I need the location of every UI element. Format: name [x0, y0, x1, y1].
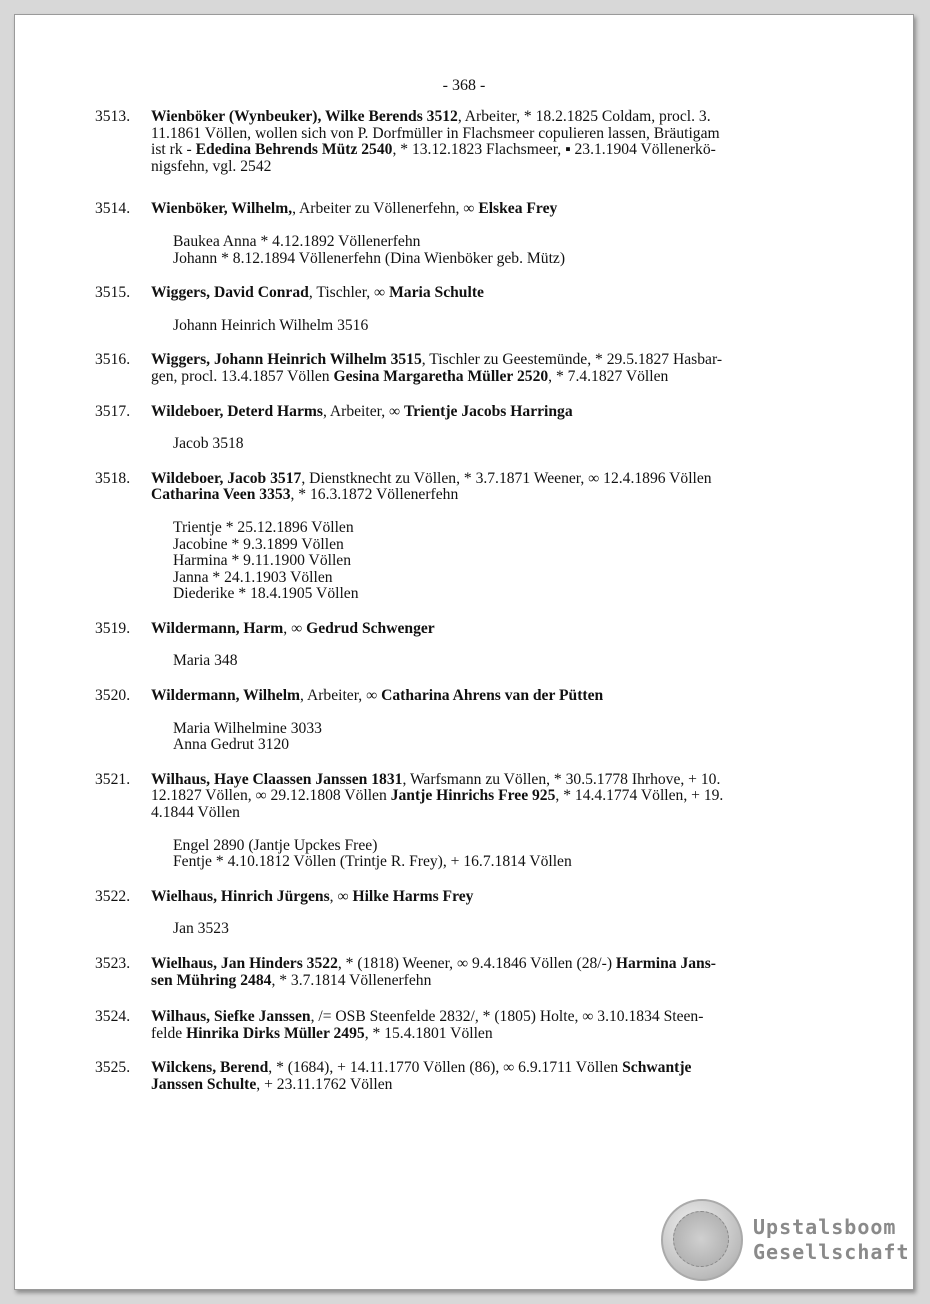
entry-text: Wienböker (Wynbeuker), Wilke Berends 3512, Arbeiter, * 18.2.1825 Coldam, procl. 3. 11.1861 Völlen, wollen sich von P. Dorfmüller in Flachsmeer copulieren lassen, Bräutigam ist rk - Ededina Behrends Mütz 2540, * 13.12.1823 Flachsmeer, ▪ 23.1.1904 Völlenerkö- nigsfehn, vgl. 2542 [151, 108, 720, 175]
child-entry: Fentje * 4.10.1812 Völlen (Trintje R. Frey), + 16.7.1814 Völlen [173, 853, 572, 871]
entry-text: Wildermann, Harm, ∞ Gedrud Schwenger [151, 619, 435, 637]
child-entry: Johann Heinrich Wilhelm 3516 [173, 316, 369, 334]
entry-text: Wiggers, Johann Heinrich Wilhelm 3515, Tischler zu Geestemünde, * 29.5.1827 Hasbar- gen, procl. 13.4.1857 Völlen Gesina Margaretha Müller 2520, * 7.4.1827 Völlen [151, 351, 723, 385]
entry-number: 3516. [95, 351, 131, 369]
child-entry: Janna * 24.1.1903 Völlen [173, 568, 333, 586]
child-entry: Anna Gedrut 3120 [173, 736, 290, 754]
entry-number: 3525. [95, 1059, 131, 1077]
entry-3513 [95, 109, 865, 175]
society-name-line2: Gesellschaft [753, 1240, 910, 1264]
child-entry: Harmina * 9.11.1900 Völlen [173, 552, 352, 570]
entry-number: 3518. [95, 469, 131, 487]
children-list [173, 318, 865, 335]
child-entry: Baukea Anna * 4.12.1892 Völlenerfehn [173, 232, 421, 250]
children-list [173, 234, 865, 267]
children-list [173, 838, 865, 871]
child-entry: Diederike * 18.4.1905 Völlen [173, 585, 359, 603]
entry-3525 [95, 1060, 865, 1093]
entry-text: Wielhaus, Jan Hinders 3522, * (1818) Weener, ∞ 9.4.1846 Völlen (28/-) Harmina Jans- sen Mühring 2484, * 3.7.1814 Völlenerfehn [151, 955, 716, 989]
child-entry: Maria Wilhelmine 3033 [173, 719, 322, 737]
page-number: - 368 - [442, 77, 486, 94]
entry-3519 [95, 621, 865, 670]
entry-3517 [95, 404, 865, 453]
entry-text: Wilhaus, Haye Claassen Janssen 1831, Warfsmann zu Völlen, * 30.5.1778 Ihrhove, + 10. 12.1827 Völlen, ∞ 29.12.1808 Völlen Jantje Hinrichs Free 925, * 14.4.1774 Völlen, + 19. 4.1844 Völlen [151, 770, 724, 822]
entry-text: Wildermann, Wilhelm, Arbeiter, ∞ Catharina Ahrens van der Pütten [151, 687, 604, 705]
entry-text: Wienböker, Wilhelm,, Arbeiter zu Völlenerfehn, ∞ Elskea Frey [151, 200, 558, 218]
entry-text: Wilckens, Berend, * (1684), + 14.11.1770 Völlen (86), ∞ 6.9.1711 Völlen Schwantje Janssen Schulte, + 23.11.1762 Völlen [151, 1059, 692, 1093]
entry-number: 3515. [95, 284, 131, 302]
children-list [173, 921, 865, 938]
entry-3515 [95, 285, 865, 334]
child-entry: Jan 3523 [173, 920, 229, 938]
entry-number: 3523. [95, 955, 131, 972]
entry-3520 [95, 688, 865, 754]
entry-text: Wielhaus, Hinrich Jürgens, ∞ Hilke Harms Frey [151, 887, 474, 905]
document-page [14, 14, 914, 1290]
child-entry: Johann * 8.12.1894 Völlenerfehn (Dina Wienböker geb. Mütz) [173, 249, 566, 267]
child-entry: Jacob 3518 [173, 435, 244, 453]
entry-3524 [95, 1009, 865, 1042]
entry-text: Wilhaus, Siefke Janssen, /= OSB Steenfelde 2832/, * (1805) Holte, ∞ 3.10.1834 Steen- felde Hinrika Dirks Müller 2495, * 15.4.1801 Völlen [151, 1008, 704, 1042]
entry-number: 3514. [95, 200, 131, 218]
children-list [173, 653, 865, 670]
child-entry: Jacobine * 9.3.1899 Völlen [173, 535, 344, 553]
child-entry: Trientje * 25.12.1896 Völlen [173, 518, 354, 536]
entry-list [95, 109, 865, 1094]
entry-3522 [95, 889, 865, 938]
child-entry: Engel 2890 (Jantje Upckes Free) [173, 836, 378, 854]
entry-3518 [95, 471, 865, 603]
entry-text: Wildeboer, Deterd Harms, Arbeiter, ∞ Trientje Jacobs Harringa [151, 402, 573, 420]
entry-number: 3524. [95, 1008, 131, 1026]
entry-3516 [95, 352, 865, 385]
entry-number: 3520. [95, 687, 131, 705]
entry-number: 3519. [95, 619, 131, 637]
children-list [173, 436, 865, 453]
entry-number: 3522. [95, 887, 131, 905]
entry-3521 [95, 772, 865, 871]
entry-text: Wildeboer, Jacob 3517, Dienstknecht zu Völlen, * 3.7.1871 Weener, ∞ 12.4.1896 Völlen Catharina Veen 3353, * 16.3.1872 Völlenerfehn [151, 469, 712, 504]
child-entry: Maria 348 [173, 652, 238, 670]
children-list [173, 520, 865, 603]
society-logo [753, 1215, 910, 1265]
society-name-line1: Upstalsboom [753, 1215, 897, 1239]
society-seal-icon [661, 1199, 743, 1281]
children-list [173, 721, 865, 754]
entry-3514 [95, 201, 865, 267]
entry-number: 3521. [95, 770, 131, 788]
entry-number: 3513. [95, 108, 131, 125]
entry-text: Wiggers, David Conrad, Tischler, ∞ Maria Schulte [151, 284, 484, 302]
entry-number: 3517. [95, 402, 131, 420]
entry-3523 [95, 956, 865, 989]
